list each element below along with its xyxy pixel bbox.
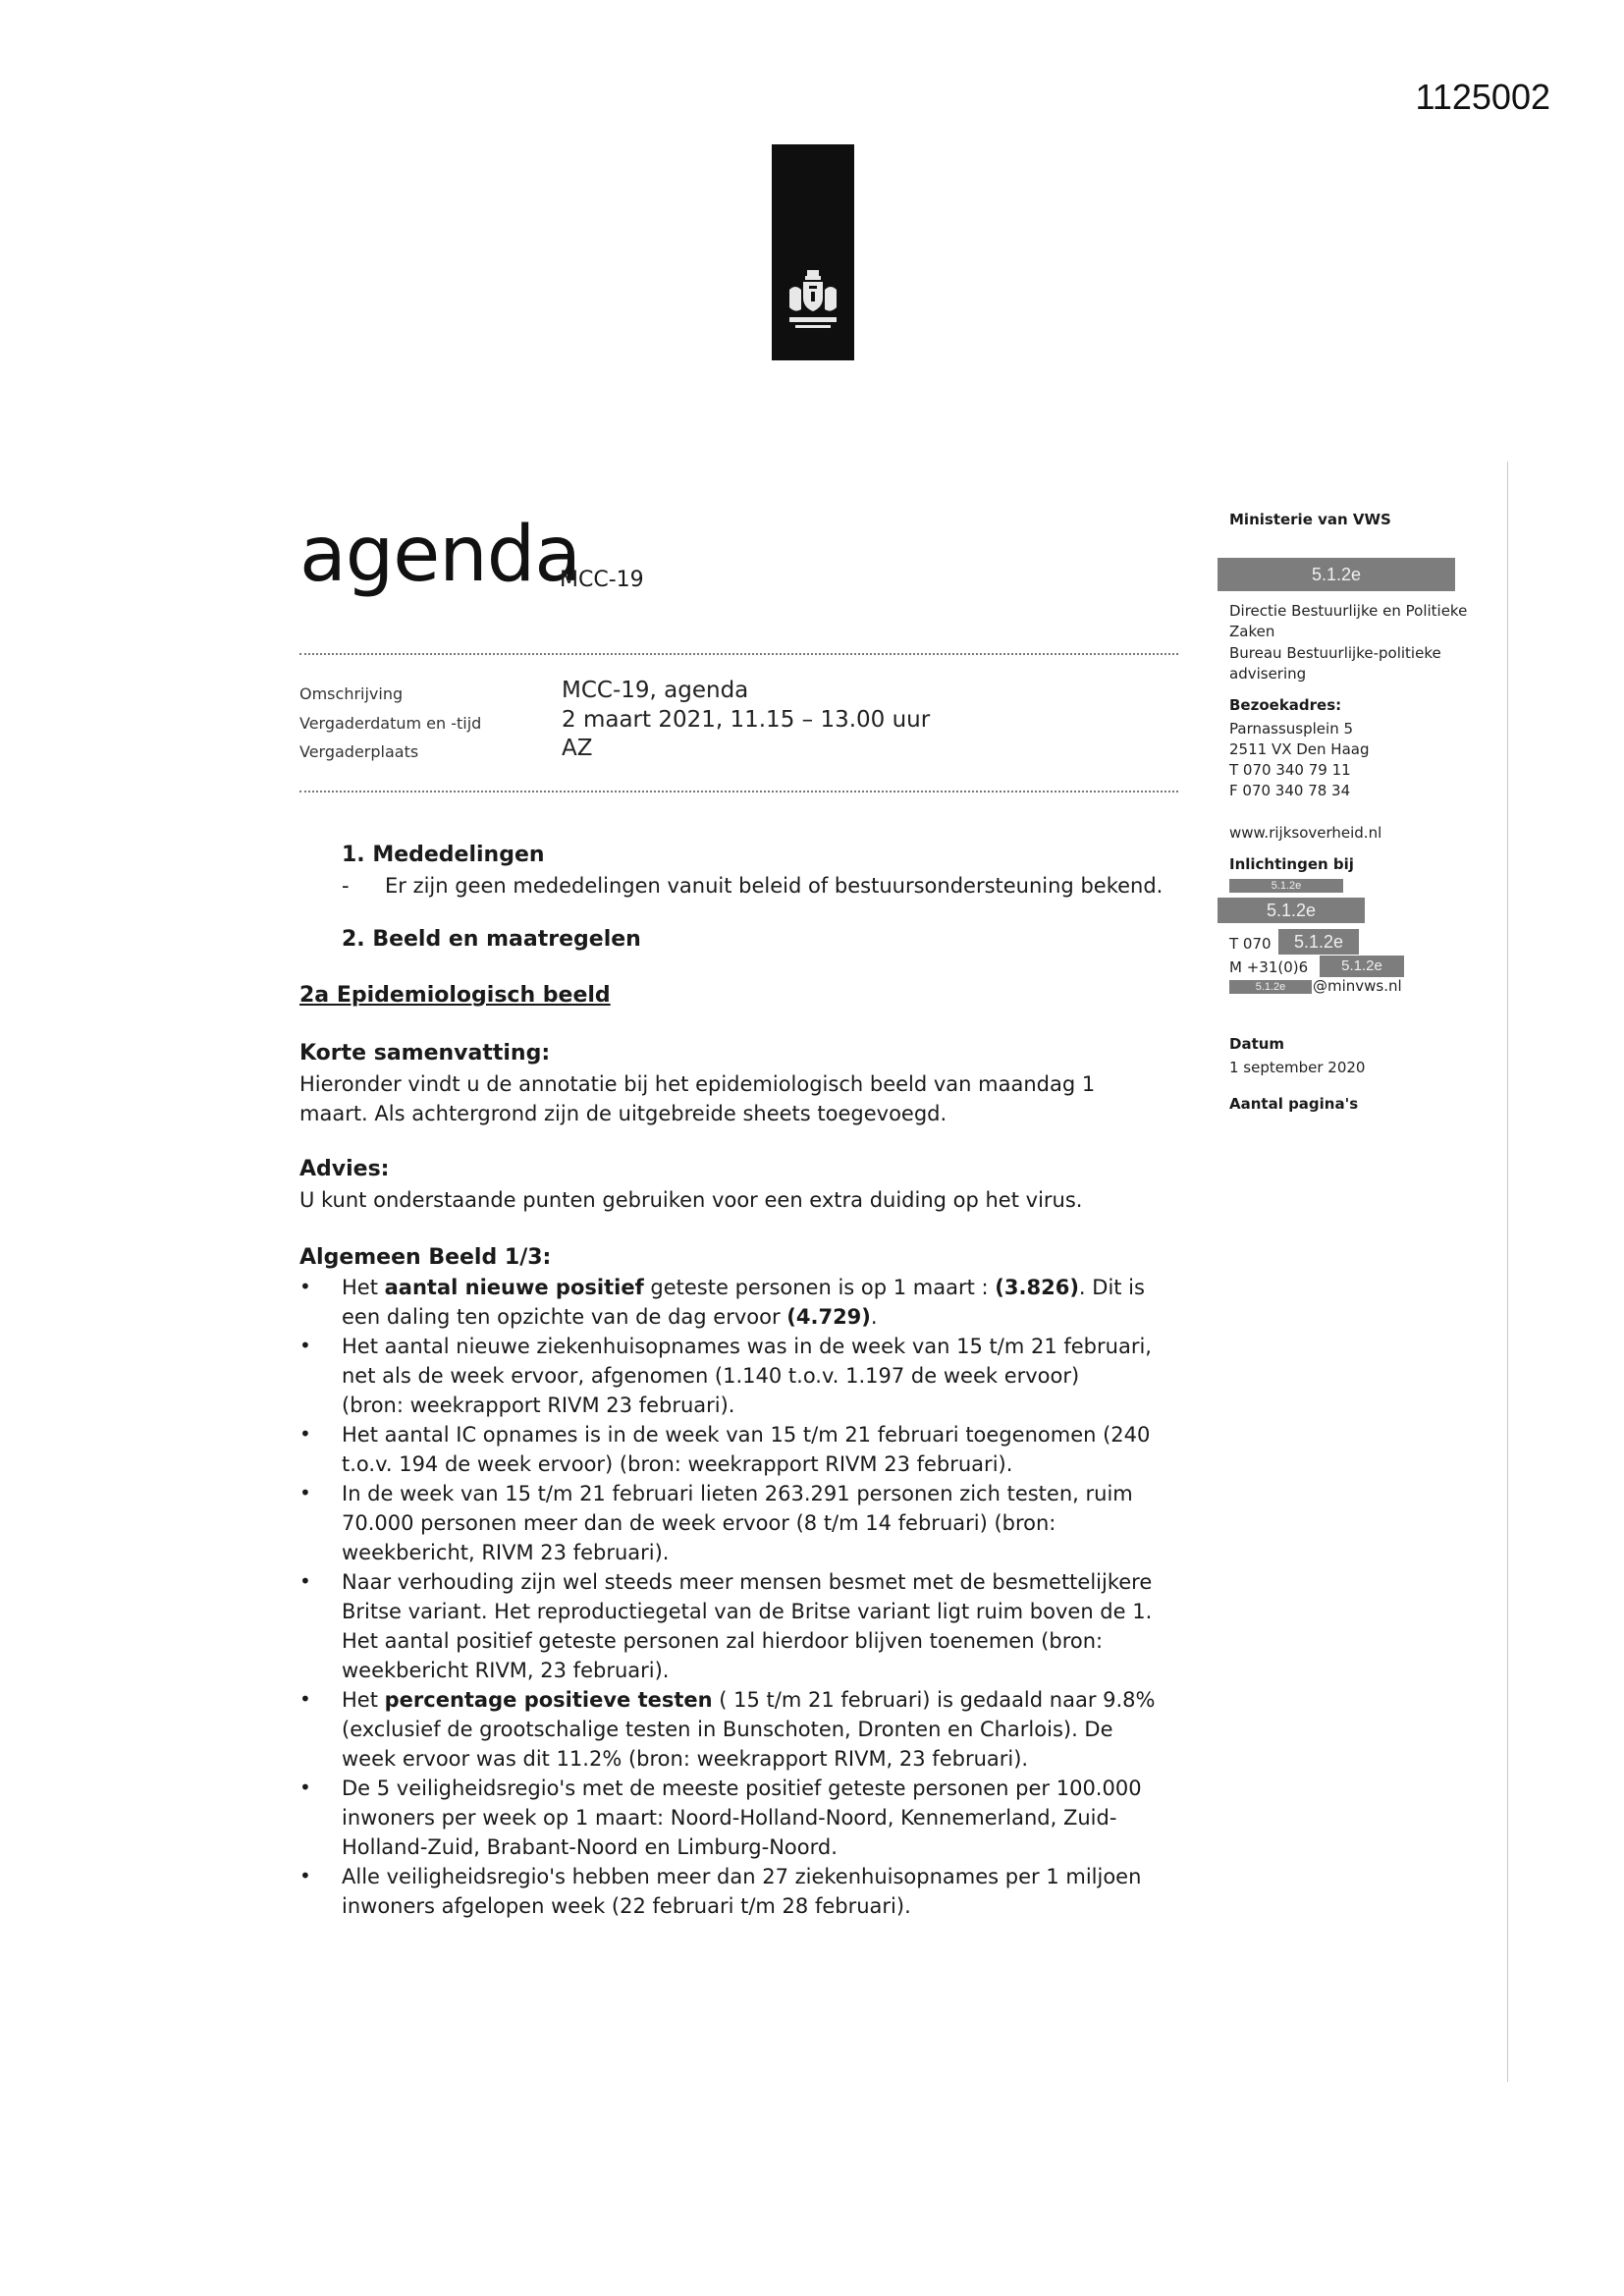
bullet-line: week ervoor was dit 11.2% (bron: weekrapport RIVM, 23 februari).	[342, 1747, 1029, 1771]
redaction-block: 5.1.2e	[1218, 558, 1455, 591]
summary-text-line1: Hieronder vindt u de annotatie bij het epidemiologisch beeld van maandag 1	[299, 1072, 1096, 1096]
section-1-dash: -	[342, 874, 350, 898]
section-2a-heading: 2a Epidemiologisch beeld	[299, 983, 611, 1008]
sidebar-email-suffix: @minvws.nl	[1313, 977, 1402, 995]
sidebar-m-prefix: M +31(0)6	[1229, 958, 1309, 976]
bullet-line: In de week van 15 t/m 21 februari lieten 263.291 personen zich testen, ruim	[342, 1482, 1133, 1505]
bullet-line: 70.000 personen meer dan de week ervoor (8 t/m 14 februari) (bron:	[342, 1511, 1056, 1535]
redaction-block: 5.1.2e	[1218, 898, 1365, 923]
bullet-line: weekbericht RIVM, 23 februari).	[342, 1659, 670, 1682]
meta-label-location: Vergaderplaats	[299, 742, 419, 761]
section-2-heading: 2. Beeld en maatregelen	[342, 927, 641, 952]
bullet-line: inwoners per week op 1 maart: Noord-Holland-Noord, Kennemerland, Zuid-	[342, 1806, 1117, 1830]
coat-of-arms-icon	[785, 270, 840, 331]
bullet-line: Naar verhouding zijn wel steeds meer mensen besmet met de besmettelijkere	[342, 1570, 1153, 1594]
bullet-marker: •	[299, 1569, 311, 1593]
bullet-marker: •	[299, 1687, 311, 1711]
bullet-line: De 5 veiligheidsregio's met de meeste positief geteste personen per 100.000	[342, 1777, 1142, 1800]
sidebar-visit-heading: Bezoekadres:	[1229, 696, 1342, 714]
sidebar-dept-4: advisering	[1229, 665, 1307, 683]
bullet-line: (exclusief de grootschalige testen in Bunschoten, Dronten en Charlois). De	[342, 1718, 1113, 1741]
bullet-marker: •	[299, 1422, 311, 1446]
redaction-block: 5.1.2e	[1278, 929, 1359, 955]
divider-meta	[299, 791, 1178, 793]
bullet-line: een daling ten opzichte van de dag ervoor (4.729).	[342, 1305, 878, 1329]
government-logo	[772, 144, 854, 360]
document-subtitle: MCC-19	[560, 568, 644, 592]
sidebar-fax: F 070 340 78 34	[1229, 782, 1351, 799]
bullet-line: Alle veiligheidsregio's hebben meer dan 27 ziekenhuisopnames per 1 miljoen	[342, 1865, 1142, 1888]
margin-line	[1507, 462, 1508, 2082]
advice-text: U kunt onderstaande punten gebruiken voor een extra duiding op het virus.	[299, 1188, 1083, 1212]
redaction-block: 5.1.2e	[1229, 980, 1312, 994]
bullet-line: Britse variant. Het reproductiegetal van de Britse variant ligt ruim boven de 1.	[342, 1600, 1153, 1623]
sidebar-t-prefix: T 070	[1229, 935, 1272, 953]
sidebar-phone: T 070 340 79 11	[1229, 761, 1351, 779]
bullet-line: Het percentage positieve testen ( 15 t/m 21 februari) is gedaald naar 9.8%	[342, 1688, 1156, 1712]
summary-heading: Korte samenvatting:	[299, 1041, 551, 1066]
sidebar-date-heading: Datum	[1229, 1035, 1285, 1053]
sidebar-ministry: Ministerie van VWS	[1229, 511, 1391, 528]
divider-top	[299, 653, 1178, 655]
bullet-marker: •	[299, 1776, 311, 1799]
meta-value-location: AZ	[562, 736, 593, 761]
sidebar-info-heading: Inlichtingen bij	[1229, 855, 1354, 873]
sidebar-dept-1: Directie Bestuurlijke en Politieke	[1229, 602, 1468, 620]
sidebar-address-1: Parnassusplein 5	[1229, 720, 1354, 738]
bullet-line: Het aantal IC opnames is in de week van 15 t/m 21 februari toegenomen (240	[342, 1423, 1151, 1447]
bullet-marker: •	[299, 1481, 311, 1504]
sidebar-date-value: 1 september 2020	[1229, 1059, 1366, 1076]
bullet-marker: •	[299, 1864, 311, 1887]
bullet-line: Holland-Zuid, Brabant-Noord en Limburg-Noord.	[342, 1835, 838, 1859]
redaction-block: 5.1.2e	[1229, 879, 1343, 893]
meta-value-datetime: 2 maart 2021, 11.15 – 13.00 uur	[562, 707, 931, 733]
redaction-block: 5.1.2e	[1320, 956, 1404, 977]
bullet-marker: •	[299, 1334, 311, 1357]
bullet-line: net als de week ervoor, afgenomen (1.140 t.o.v. 1.197 de week ervoor)	[342, 1364, 1080, 1388]
section-1-heading: 1. Mededelingen	[342, 843, 545, 867]
document-title: agenda	[299, 511, 581, 599]
bullet-line: weekbericht, RIVM 23 februari).	[342, 1541, 670, 1564]
sidebar-address-2: 2511 VX Den Haag	[1229, 740, 1370, 758]
meta-label-datetime: Vergaderdatum en -tijd	[299, 714, 482, 733]
bullet-marker: •	[299, 1275, 311, 1298]
bullet-line: t.o.v. 194 de week ervoor) (bron: weekrapport RIVM 23 februari).	[342, 1452, 1013, 1476]
meta-label-description: Omschrijving	[299, 684, 404, 703]
document-number: 1125002	[1415, 77, 1550, 117]
summary-text-line2: maart. Als achtergrond zijn de uitgebreide sheets toegevoegd.	[299, 1102, 947, 1125]
meta-value-description: MCC-19, agenda	[562, 678, 749, 703]
section-1-text: Er zijn geen mededelingen vanuit beleid of bestuursondersteuning bekend.	[385, 874, 1164, 898]
bullet-line: (bron: weekrapport RIVM 23 februari).	[342, 1394, 735, 1417]
bullet-line: Het aantal nieuwe positief geteste personen is op 1 maart : (3.826). Dit is	[342, 1276, 1145, 1299]
sidebar-dept-2: Zaken	[1229, 623, 1275, 640]
bullet-line: inwoners afgelopen week (22 februari t/m 28 februari).	[342, 1894, 911, 1918]
general-heading: Algemeen Beeld 1/3:	[299, 1245, 552, 1270]
sidebar-dept-3: Bureau Bestuurlijke-politieke	[1229, 644, 1441, 662]
advice-heading: Advies:	[299, 1157, 390, 1181]
sidebar-pages-heading: Aantal pagina's	[1229, 1095, 1359, 1113]
sidebar-website: www.rijksoverheid.nl	[1229, 824, 1382, 842]
bullet-line: Het aantal nieuwe ziekenhuisopnames was in de week van 15 t/m 21 februari,	[342, 1335, 1152, 1358]
bullet-line: Het aantal positief geteste personen zal hierdoor blijven toenemen (bron:	[342, 1629, 1104, 1653]
